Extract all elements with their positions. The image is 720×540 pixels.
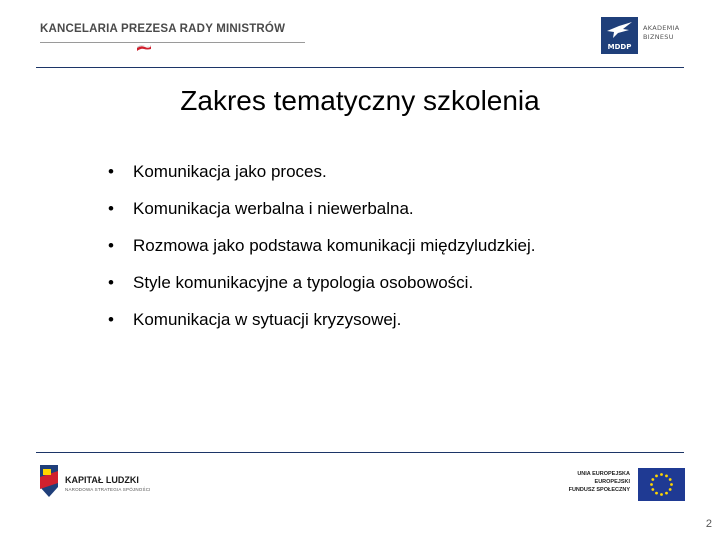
list-item-text: Komunikacja werbalna i niewerbalna. bbox=[133, 199, 414, 218]
bullet-icon: • bbox=[108, 310, 114, 329]
list-item bbox=[108, 271, 536, 308]
slide-title: Zakres tematyczny szkolenia bbox=[180, 85, 540, 116]
program-subtitle: NARODOWA STRATEGIA SPÓJNOŚCI bbox=[65, 487, 151, 492]
bullet-icon: • bbox=[108, 236, 114, 255]
list-item-text: Style komunikacyjne a typologia osobowości. bbox=[133, 273, 474, 292]
list-item-text: Komunikacja jako proces. bbox=[133, 162, 327, 181]
mddp-label: MDDP bbox=[607, 43, 632, 51]
eu-text bbox=[560, 470, 630, 494]
eu-line-3: FUNDUSZ SPOŁECZNY bbox=[568, 487, 630, 493]
flag-icon bbox=[136, 43, 152, 53]
eu-star-icon bbox=[670, 483, 673, 486]
list-item-text: Komunikacja w sytuacji kryzysowej. bbox=[133, 310, 402, 329]
eu-star-icon bbox=[650, 483, 653, 486]
logo-underline bbox=[40, 42, 305, 43]
list-item bbox=[108, 160, 536, 197]
bullet-list bbox=[108, 160, 536, 345]
eu-flag-icon bbox=[638, 468, 685, 501]
eu-line-1: UNIA EUROPEJSKA bbox=[577, 471, 630, 477]
list-item bbox=[108, 197, 536, 234]
list-item bbox=[108, 234, 536, 271]
eu-star-icon bbox=[651, 488, 654, 491]
eu-star-icon bbox=[655, 492, 658, 495]
mddp-side-line-2: BIZNESU bbox=[643, 33, 674, 41]
eu-star-icon bbox=[660, 493, 663, 496]
kapital-ludzki-emblem bbox=[38, 463, 60, 499]
eu-star-icon bbox=[651, 478, 654, 481]
kprm-logo bbox=[40, 20, 305, 54]
mddp-side-text bbox=[643, 24, 693, 42]
institution-name: KANCELARIA PREZESA RADY MINISTRÓW bbox=[40, 23, 286, 35]
page-number: 2 bbox=[705, 518, 712, 530]
bird-icon bbox=[601, 17, 638, 43]
bullet-icon: • bbox=[108, 199, 114, 218]
eu-logo bbox=[560, 466, 686, 502]
list-item-text: Rozmowa jako podstawa komunikacji międzyludzkiej. bbox=[133, 236, 536, 255]
eu-star-icon bbox=[669, 478, 672, 481]
mddp-logo bbox=[601, 17, 691, 55]
bullet-icon: • bbox=[108, 162, 114, 181]
kapital-ludzki-logo bbox=[38, 463, 158, 501]
list-item bbox=[108, 308, 536, 345]
eu-star-icon bbox=[665, 474, 668, 477]
bullet-icon: • bbox=[108, 273, 114, 292]
eu-star-icon bbox=[655, 474, 658, 477]
program-name: KAPITAŁ LUDZKI bbox=[65, 475, 139, 485]
eu-star-icon bbox=[665, 492, 668, 495]
mddp-side-line-1: AKADEMIA bbox=[643, 24, 680, 32]
eu-line-2: EUROPEJSKI bbox=[594, 479, 630, 485]
eu-star-icon bbox=[669, 488, 672, 491]
eu-star-icon bbox=[660, 473, 663, 476]
mddp-emblem bbox=[601, 17, 638, 54]
header-divider bbox=[36, 67, 684, 68]
footer-divider bbox=[36, 452, 684, 453]
